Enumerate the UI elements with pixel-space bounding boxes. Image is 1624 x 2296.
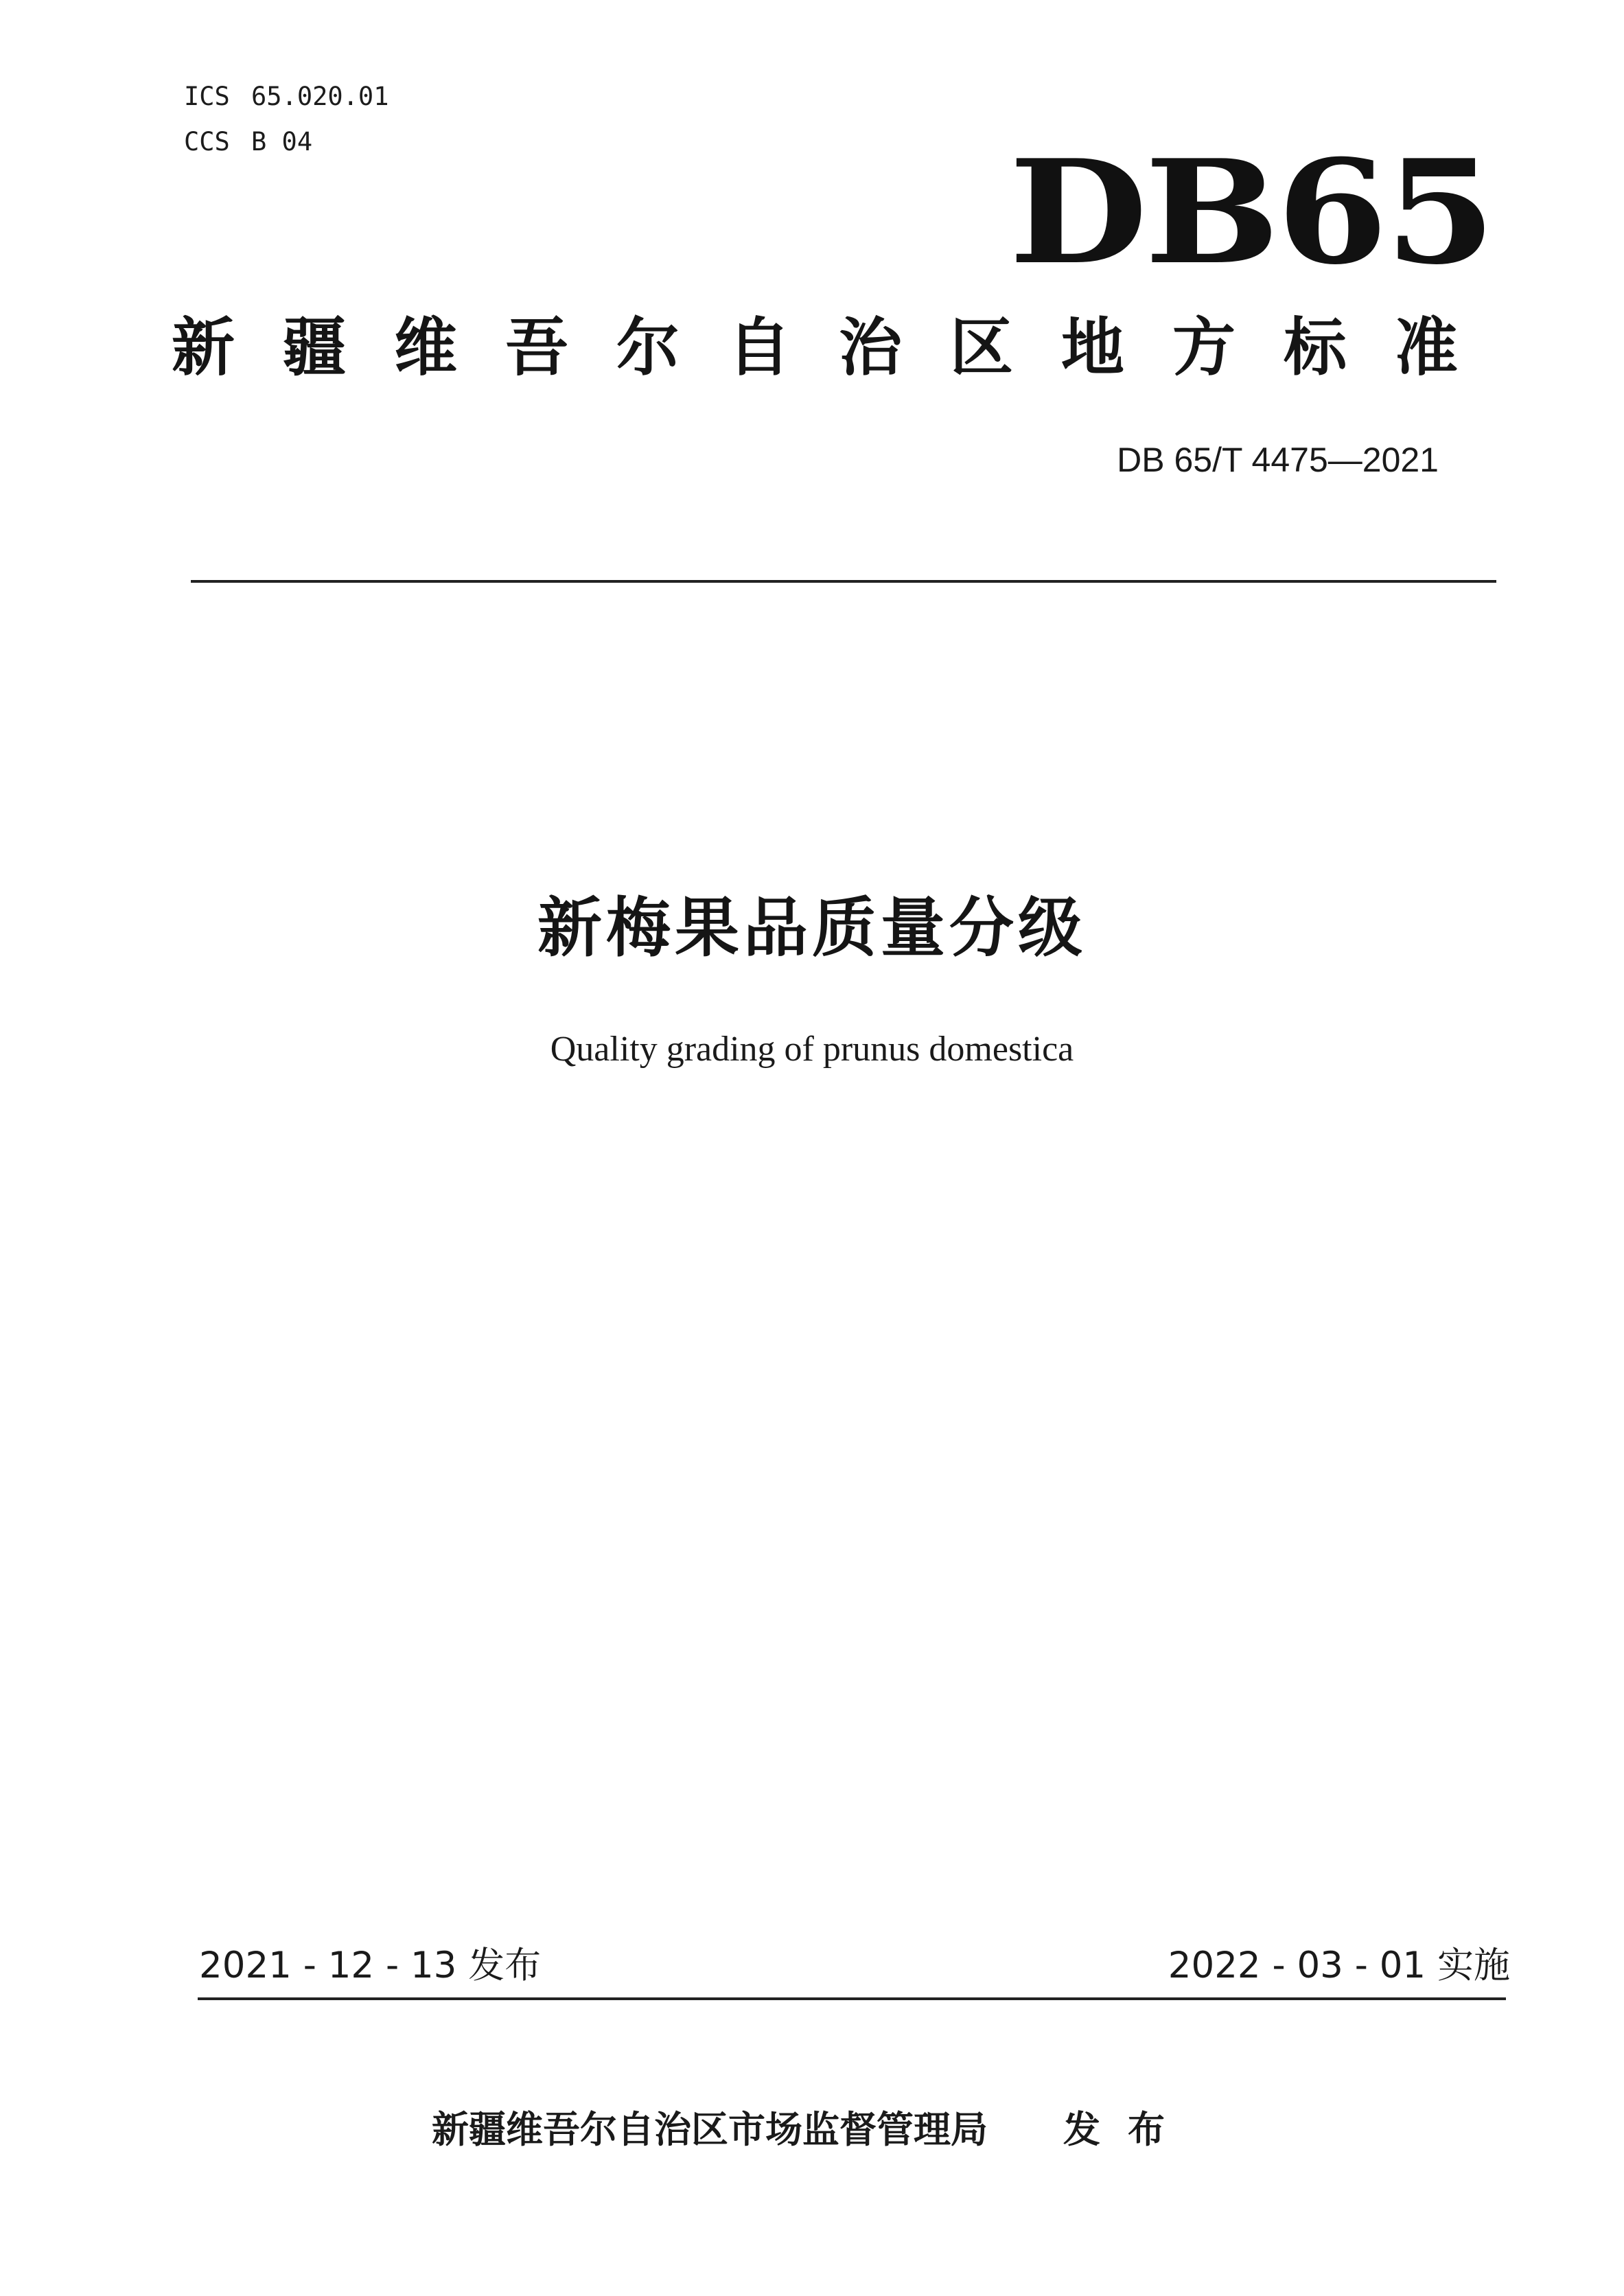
ics-value: 65.020.01	[251, 82, 389, 111]
db65-logo: DB65	[1009, 129, 1494, 297]
title-english: Quality grading of prunus domestica	[550, 1030, 1074, 1069]
title-chinese: 新梅果品质量分级	[537, 891, 1087, 966]
ccs-value: B 04	[251, 127, 313, 156]
ics-row	[184, 74, 388, 119]
authority-heading: 新疆维吾尔自治区地方标准	[172, 311, 1507, 384]
footer-divider	[198, 1997, 1506, 2000]
issue-date: 2021 - 12 - 13 发布	[199, 1945, 542, 1986]
ccs-label: CCS	[184, 127, 230, 156]
ccs-row	[184, 119, 388, 165]
publisher-line	[0, 2107, 1624, 2153]
publisher-action: 发布	[1063, 2108, 1192, 2151]
standard-number: DB 65/T 4475—2021	[1117, 441, 1439, 479]
classification-codes	[184, 74, 388, 165]
implementation-date: 2022 - 03 - 01 实施	[1168, 1945, 1510, 1986]
header-divider	[191, 580, 1496, 583]
ics-label: ICS	[184, 82, 230, 111]
publisher-name: 新疆维吾尔自治区市场监督管理局	[432, 2108, 988, 2151]
